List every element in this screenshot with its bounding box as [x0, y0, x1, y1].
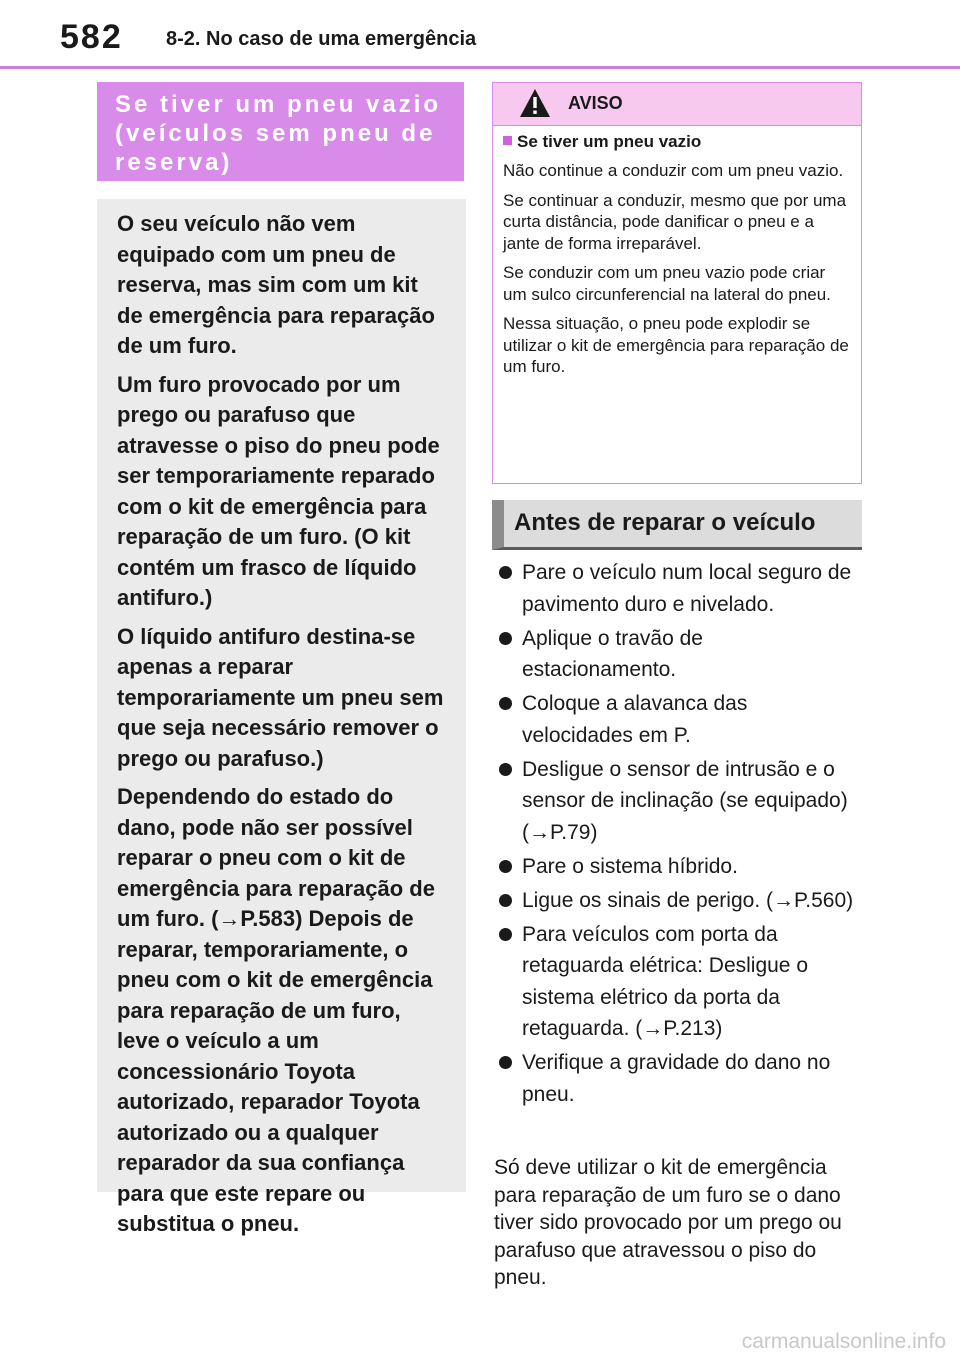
list-item-text: Coloque a alavanca das velocidades em P.	[522, 692, 748, 747]
bullet-icon	[499, 860, 512, 873]
info-paragraph: Dependendo do estado do dano, pode não ser possível reparar o pneu com o kit de emergência para reparação de um furo. (→P.583) Depois de reparar, temporariamente, o pneu com o kit de emergência para reparação de um furo, leve o veículo a um concessionário Toyota autorizado, reparador Toyota autorizado ou a qualquer reparador da sua confiança para que este repare ou substitua o pneu.	[117, 784, 435, 1236]
info-paragraph: O líquido antifuro destina-se apenas a reparar temporariamente um pneu sem que seja necessário remover o prego ou parafuso.)	[117, 623, 444, 771]
warning-paragraph: Não continue a conduzir com um pneu vazio.	[503, 161, 844, 180]
closing-paragraph: Só deve utilizar o kit de emergência para reparação de um furo se o dano tiver sido provocado por um prego ou parafuso que atravessou o piso do pneu.	[494, 1156, 842, 1289]
heading-text: Antes de reparar o veículo	[514, 509, 816, 536]
title-line: Se tiver um pneu vazio	[115, 91, 442, 118]
warning-paragraph: Se conduzir com um pneu vazio pode criar um sulco circunferencial na lateral do pneu.	[503, 263, 831, 304]
list-item-text: Verifique a gravidade do dano no pneu.	[522, 1051, 831, 1106]
info-paragraph: O seu veículo não vem equipado com um pneu de reserva, mas sim com um kit de emergência para reparação de um furo.	[117, 211, 435, 358]
bullet-icon	[499, 1056, 512, 1069]
page-header	[0, 0, 960, 69]
list-item	[492, 688, 862, 751]
list-item-text: Para veículos com porta da retaguarda elétrica: Desligue o sistema elétrico da porta da retaguarda. (→P.213)	[522, 922, 809, 1040]
info-paragraph: Um furo provocado por um prego ou parafuso que atravesse o piso do pneu pode ser temporariamente reparado com o kit de emergência para reparação de um furo. (O kit contém um frasco de líquido antifuro.)	[117, 371, 440, 610]
list-item	[492, 885, 862, 917]
list-item	[492, 623, 862, 686]
watermark: carmanualsonline.info	[741, 1330, 946, 1353]
bullet-icon	[499, 928, 512, 941]
list-item	[492, 754, 862, 849]
left-section-title	[97, 82, 464, 181]
list-item	[492, 851, 862, 883]
list-item	[492, 919, 862, 1045]
list-item-text: Aplique o travão de estacionamento.	[522, 626, 703, 681]
bullet-icon	[499, 894, 512, 907]
list-item-text: Desligue o sensor de intrusão e o sensor de inclinação (se equipado) (→P.79)	[522, 757, 848, 844]
bullet-icon	[499, 697, 512, 710]
title-line: reserva)	[115, 149, 233, 176]
bullet-icon	[499, 632, 512, 645]
warning-paragraph: Se continuar a conduzir, mesmo que por uma curta distância, pode danificar o pneu e a jante de forma irreparável.	[503, 190, 847, 253]
bullet-icon	[499, 566, 512, 579]
square-bullet-icon	[503, 136, 512, 145]
list-item-text: Pare o sistema híbrido.	[522, 854, 738, 878]
page-number: 582	[60, 18, 123, 56]
bullet-icon	[499, 763, 512, 776]
list-item-text: Ligue os sinais de perigo. (→P.560)	[522, 888, 854, 912]
section-title: 8-2. No caso de uma emergência	[166, 28, 477, 50]
warning-box	[492, 82, 862, 484]
warning-header	[493, 83, 861, 126]
warning-subtitle-text: Se tiver um pneu vazio	[517, 132, 702, 151]
list-item	[492, 557, 862, 620]
list-item-text: Pare o veículo num local seguro de pavimento duro e nivelado.	[522, 561, 852, 616]
title-line: (veículos sem pneu de	[115, 120, 436, 147]
right-section-heading	[492, 500, 862, 550]
info-box	[97, 199, 466, 1236]
warning-paragraph: Nessa situação, o pneu pode explodir se utilizar o kit de emergência para reparação de um furo.	[503, 314, 849, 376]
warning-subtitle	[503, 132, 851, 152]
steps-list	[492, 557, 862, 1113]
warning-title: AVISO	[568, 93, 623, 113]
warning-triangle-icon	[519, 88, 551, 118]
list-item	[492, 1047, 862, 1110]
warning-body	[493, 126, 861, 378]
